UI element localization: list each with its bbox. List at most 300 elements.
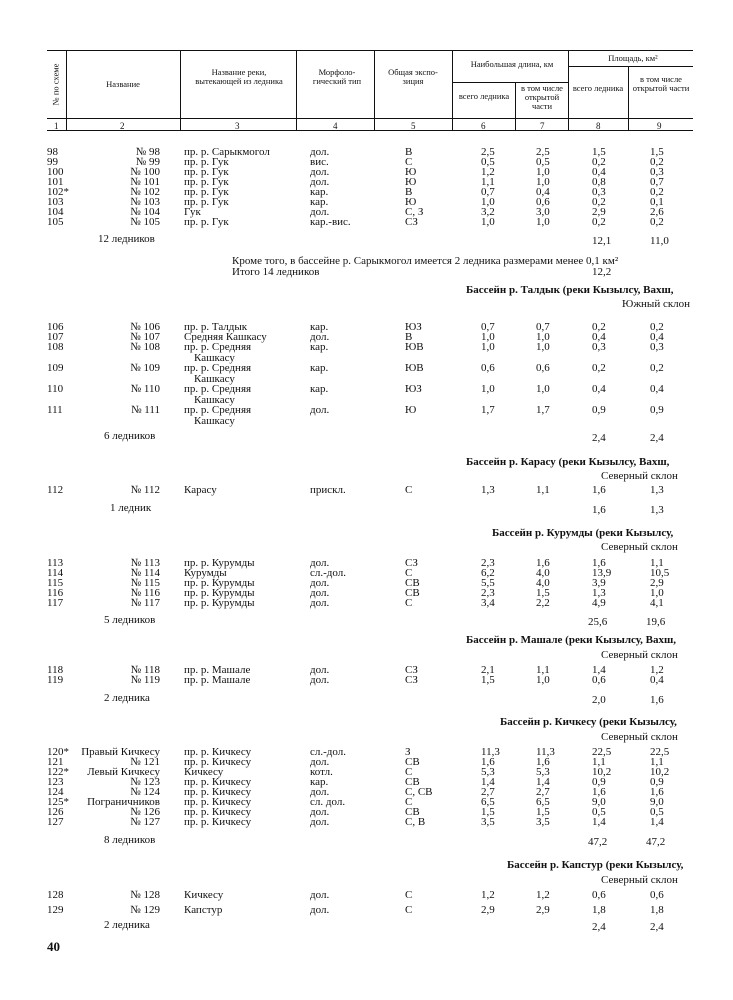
subtotal-area-open: 1,3 (650, 504, 664, 516)
area-total: 4,9 (592, 597, 606, 609)
exposition: СЗ (405, 557, 418, 569)
glacier-name: № 126 (130, 806, 160, 818)
morph-type: дол. (310, 557, 330, 569)
glacier-name: № 114 (130, 567, 160, 579)
length-total: 1,7 (481, 404, 495, 416)
glacier-number: 107 (47, 331, 64, 343)
river-name: Гук (184, 206, 201, 218)
subtotal-label: 2 ледника (104, 919, 150, 931)
length-total: 1,0 (481, 216, 495, 228)
exposition: С, З (405, 206, 424, 218)
river-name: Средняя Кашкасу (184, 331, 267, 343)
area-total: 0,2 (592, 362, 606, 374)
length-total: 1,6 (481, 756, 495, 768)
river-name: пр. р. Сарыкмогол (184, 146, 270, 158)
morph-type: кар. (310, 321, 329, 333)
morph-type: дол. (310, 756, 330, 768)
exposition: С (405, 766, 413, 778)
note-line: Кроме того, в бассейне р. Сарыкмогол имеется 2 ледника размерами менее 0,1 км² (232, 255, 619, 267)
glacier-number: 112 (47, 484, 64, 496)
morph-type: дол. (310, 331, 330, 343)
length-total: 2,1 (481, 664, 495, 676)
header-col2: Название (106, 79, 140, 89)
area-total: 0,4 (592, 383, 606, 395)
area-open: 1,6 (650, 786, 664, 798)
river-name: пр. р. Гук (184, 166, 229, 178)
length-open: 1,0 (536, 383, 550, 395)
exposition: СВ (405, 806, 420, 818)
length-total: 0,6 (481, 362, 495, 374)
exposition: В (405, 186, 413, 198)
length-open: 2,2 (536, 597, 550, 609)
morph-type: кар.-вис. (310, 216, 351, 228)
length-total: 3,5 (481, 816, 495, 828)
subtotal-area-open: 2,4 (650, 432, 664, 444)
glacier-name: № 129 (130, 904, 160, 916)
morph-type: сл. дол. (310, 796, 346, 808)
glacier-number: 106 (47, 321, 64, 333)
length-total: 1,0 (481, 383, 495, 395)
river-name: пр. р. Машале (184, 674, 251, 686)
header-area-group: Площадь, км² (608, 53, 658, 63)
glacier-number: 126 (47, 806, 64, 818)
glacier-name: № 102 (130, 186, 160, 198)
morph-type: кар. (310, 341, 329, 353)
length-open: 1,5 (536, 806, 550, 818)
length-total: 6,2 (481, 567, 495, 579)
header-numbers-rule (47, 118, 693, 119)
glacier-number: 129 (47, 904, 64, 916)
glacier-name: № 128 (130, 889, 160, 901)
morph-type: дол. (310, 806, 330, 818)
river-name: пр. р. Кичкесу (184, 776, 252, 788)
morph-type: сл.-дол. (310, 746, 346, 758)
glacier-number: 123 (47, 776, 64, 788)
glacier-number: 121 (47, 756, 64, 768)
glacier-number: 118 (47, 664, 64, 676)
subtotal-area-open: 11,0 (650, 235, 669, 247)
glacier-number: 119 (47, 674, 64, 686)
header-col3: Название реки, вытекающей из ледника (195, 67, 283, 86)
river-name: пр. р. Машале (184, 664, 251, 676)
area-open: 1,1 (650, 756, 664, 768)
area-total: 0,6 (592, 674, 606, 686)
col-divider-8 (628, 66, 629, 130)
basin-slope: Северный склон (601, 874, 678, 886)
length-open: 0,7 (536, 321, 550, 333)
col-divider-1 (66, 50, 67, 130)
area-open: 0,4 (650, 331, 664, 343)
subtotal-area-total: 2,4 (592, 432, 606, 444)
area-open: 0,9 (650, 404, 664, 416)
river-name: пр. р. Курумды (184, 597, 255, 609)
area-total: 0,2 (592, 196, 606, 208)
length-open: 6,5 (536, 796, 550, 808)
exposition: ЮВ (405, 341, 424, 353)
glacier-name: № 108 (130, 341, 160, 353)
river-name-continuation: Кашкасу (194, 394, 235, 406)
glacier-number: 105 (47, 216, 64, 228)
morph-type: прискл. (310, 484, 346, 496)
river-name: пр. р. Кичкесу (184, 756, 252, 768)
col-divider-6 (515, 82, 516, 130)
glacier-number: 117 (47, 597, 64, 609)
length-open: 1,0 (536, 176, 550, 188)
morph-type: дол. (310, 176, 330, 188)
river-name: Карасу (184, 484, 217, 496)
glacier-number: 111 (47, 404, 63, 416)
morph-type: дол. (310, 786, 330, 798)
length-open: 0,5 (536, 156, 550, 168)
river-name: Курумды (184, 567, 227, 579)
area-open: 1,0 (650, 587, 664, 599)
area-total: 0,2 (592, 321, 606, 333)
subtotal-area-total: 25,6 (588, 616, 608, 628)
area-total: 3,9 (592, 577, 606, 589)
morph-type: дол. (310, 404, 330, 416)
col-divider-5 (452, 50, 453, 130)
col-number: 8 (596, 121, 601, 131)
glacier-number: 115 (47, 577, 64, 589)
area-open: 0,4 (650, 674, 664, 686)
river-name: пр. р. Гук (184, 176, 229, 188)
morph-type: дол. (310, 664, 330, 676)
length-total: 1,2 (481, 889, 495, 901)
subtotal-label: 6 ледников (104, 430, 156, 442)
exposition: С (405, 484, 413, 496)
morph-type: дол. (310, 816, 330, 828)
header-sub-rule-area (568, 66, 693, 67)
area-open: 1,1 (650, 557, 664, 569)
length-total: 1,5 (481, 806, 495, 818)
subtotal-area-open: 1,6 (650, 694, 664, 706)
area-total: 0,4 (592, 331, 606, 343)
area-open: 1,4 (650, 816, 664, 828)
river-name: Капстур (184, 904, 223, 916)
length-total: 0,7 (481, 321, 495, 333)
glacier-name: № 112 (130, 484, 160, 496)
length-total: 0,7 (481, 186, 495, 198)
glacier-name: № 109 (130, 362, 160, 374)
river-name: пр. р. Курумды (184, 577, 255, 589)
morph-type: дол. (310, 674, 330, 686)
length-total: 1,1 (481, 176, 495, 188)
glacier-name: № 106 (130, 321, 160, 333)
river-name: пр. р. Гук (184, 186, 229, 198)
length-open: 0,4 (536, 186, 550, 198)
glacier-number: 114 (47, 567, 64, 579)
river-name-continuation: Кашкасу (194, 415, 235, 427)
river-name: пр. р. Курумды (184, 557, 255, 569)
area-open: 1,2 (650, 664, 664, 676)
morph-type: кар. (310, 186, 329, 198)
glacier-name: Правый Кичкесу (81, 746, 160, 758)
col-number: 3 (235, 121, 240, 131)
glacier-name: № 98 (135, 146, 160, 158)
length-total: 2,7 (481, 786, 495, 798)
area-total: 1,4 (592, 664, 606, 676)
exposition: С, СВ (405, 786, 433, 798)
note-total-line: Итого 14 ледников (232, 266, 320, 278)
length-open: 5,3 (536, 766, 550, 778)
length-total: 1,2 (481, 166, 495, 178)
glacier-number: 125* (47, 796, 69, 808)
length-open: 3,5 (536, 816, 550, 828)
area-open: 0,7 (650, 176, 664, 188)
subtotal-label: 2 ледника (104, 692, 150, 704)
basin-slope: Северный склон (601, 649, 678, 661)
area-total: 2,9 (592, 206, 606, 218)
exposition: ЮЗ (405, 321, 422, 333)
length-open: 1,5 (536, 587, 550, 599)
glacier-name: № 101 (130, 176, 160, 188)
morph-type: сл.-дол. (310, 567, 346, 579)
length-open: 0,6 (536, 362, 550, 374)
glacier-name: № 118 (130, 664, 160, 676)
area-open: 2,9 (650, 577, 664, 589)
glacier-name: № 117 (130, 597, 160, 609)
subtotal-label: 1 ледник (110, 502, 152, 514)
length-open: 1,0 (536, 166, 550, 178)
header-col6: всего ледника (458, 91, 510, 101)
area-total: 22,5 (592, 746, 612, 758)
length-open: 1,6 (536, 756, 550, 768)
exposition: С (405, 597, 413, 609)
exposition: С (405, 796, 413, 808)
length-total: 2,3 (481, 587, 495, 599)
area-open: 0,2 (650, 321, 664, 333)
river-name: пр. р. Кичкесу (184, 816, 252, 828)
col-number: 2 (120, 121, 125, 131)
glacier-number: 122* (47, 766, 69, 778)
basin-slope: Северный склон (601, 541, 678, 553)
header-length-group: Наибольшая длина, км (470, 59, 554, 69)
subtotal-area-open: 47,2 (646, 836, 666, 848)
length-total: 1,4 (481, 776, 495, 788)
area-total: 10,2 (592, 766, 612, 778)
morph-type: дол. (310, 206, 330, 218)
glacier-number: 103 (47, 196, 64, 208)
header-col5: Общая экспо-зиция (388, 67, 438, 86)
length-total: 0,5 (481, 156, 495, 168)
glacier-number: 104 (47, 206, 64, 218)
exposition: Ю (405, 404, 417, 416)
exposition: С (405, 904, 413, 916)
note-total-value: 12,2 (592, 266, 612, 278)
morph-type: кар. (310, 776, 329, 788)
river-name-continuation: Кашкасу (194, 373, 235, 385)
glacier-name: № 124 (130, 786, 160, 798)
subtotal-area-total: 12,1 (592, 235, 612, 247)
morph-type: вис. (310, 156, 329, 168)
glacier-name: № 123 (130, 776, 160, 788)
header-col1: № по схеме (50, 63, 61, 106)
exposition: В (405, 146, 413, 158)
subtotal-label: 5 ледников (104, 614, 156, 626)
subtotal-area-open: 2,4 (650, 921, 664, 933)
basin-slope: Северный склон (601, 731, 678, 743)
river-name: пр. р. Кичкесу (184, 786, 252, 798)
glacier-number: 113 (47, 557, 64, 569)
length-open: 11,3 (536, 746, 555, 758)
col-divider-3 (296, 50, 297, 130)
glacier-number: 110 (47, 383, 64, 395)
morph-type: кар. (310, 383, 329, 395)
area-open: 22,5 (650, 746, 670, 758)
area-total: 0,2 (592, 216, 606, 228)
area-total: 9,0 (592, 796, 606, 808)
length-total: 5,5 (481, 577, 495, 589)
river-name: пр. р. Гук (184, 196, 229, 208)
exposition: Ю (405, 196, 417, 208)
exposition: СВ (405, 756, 420, 768)
area-total: 0,2 (592, 156, 606, 168)
length-open: 2,9 (536, 904, 550, 916)
length-total: 6,5 (481, 796, 495, 808)
area-open: 0,3 (650, 166, 664, 178)
area-total: 0,3 (592, 186, 606, 198)
length-open: 3,0 (536, 206, 550, 218)
col-number: 6 (481, 121, 486, 131)
area-open: 0,2 (650, 216, 664, 228)
glacier-number: 120* (47, 746, 69, 758)
glacier-number: 100 (47, 166, 64, 178)
area-open: 10,5 (650, 567, 670, 579)
basin-heading: Бассейн р. Машале (реки Кызылсу, Вахш, (466, 634, 677, 646)
morph-type: котл. (310, 766, 333, 778)
glacier-name: № 107 (130, 331, 160, 343)
morph-type: дол. (310, 904, 330, 916)
header-col8: всего ледника (572, 83, 624, 93)
area-total: 13,9 (592, 567, 612, 579)
length-open: 1,1 (536, 484, 550, 496)
area-open: 0,4 (650, 383, 664, 395)
area-open: 0,2 (650, 362, 664, 374)
exposition: СЗ (405, 674, 418, 686)
area-total: 0,4 (592, 166, 606, 178)
river-name: пр. р. Средняя (184, 362, 252, 374)
glacier-name: Пограничников (87, 796, 160, 808)
exposition: СЗ (405, 216, 418, 228)
morph-type: дол. (310, 889, 330, 901)
length-open: 1,0 (536, 674, 550, 686)
glacier-name: № 113 (130, 557, 160, 569)
exposition: СВ (405, 587, 420, 599)
exposition: СВ (405, 577, 420, 589)
length-open: 1,2 (536, 889, 550, 901)
area-open: 0,3 (650, 341, 664, 353)
morph-type: кар. (310, 362, 329, 374)
length-open: 1,1 (536, 664, 550, 676)
length-open: 1,0 (536, 341, 550, 353)
subtotal-area-total: 47,2 (588, 836, 608, 848)
basin-slope: Южный склон (622, 298, 691, 310)
glacier-name: № 127 (130, 816, 160, 828)
area-open: 4,1 (650, 597, 664, 609)
glacier-name: № 99 (135, 156, 160, 168)
length-total: 1,0 (481, 331, 495, 343)
area-total: 0,3 (592, 341, 606, 353)
exposition: З (405, 746, 411, 758)
col-number: 9 (657, 121, 662, 131)
length-open: 4,0 (536, 577, 550, 589)
area-open: 9,0 (650, 796, 664, 808)
area-total: 1,6 (592, 557, 606, 569)
river-name: пр. р. Гук (184, 216, 229, 228)
glacier-name: № 116 (130, 587, 160, 599)
col-number: 4 (333, 121, 338, 131)
exposition: С, В (405, 816, 426, 828)
area-open: 1,8 (650, 904, 664, 916)
river-name: пр. р. Кичкесу (184, 806, 252, 818)
length-total: 3,2 (481, 206, 495, 218)
area-open: 10,2 (650, 766, 670, 778)
morph-type: дол. (310, 587, 330, 599)
area-total: 1,3 (592, 587, 606, 599)
exposition: С (405, 567, 413, 579)
col-divider-2 (180, 50, 181, 130)
morph-type: дол. (310, 166, 330, 178)
area-open: 2,6 (650, 206, 664, 218)
subtotal-label: 8 ледников (104, 834, 156, 846)
glacier-number: 102* (47, 186, 69, 198)
glacier-name: № 115 (130, 577, 160, 589)
exposition: Ю (405, 176, 417, 188)
glacier-name: № 100 (130, 166, 160, 178)
length-total: 2,3 (481, 557, 495, 569)
river-name: пр. р. Средняя (184, 383, 252, 395)
area-total: 0,8 (592, 176, 606, 188)
basin-heading: Бассейн р. Талдык (реки Кызылсу, Вахш, (466, 284, 674, 296)
area-open: 1,5 (650, 146, 664, 158)
area-total: 1,4 (592, 816, 606, 828)
area-total: 0,9 (592, 776, 606, 788)
col-number: 5 (411, 121, 416, 131)
exposition: СВ (405, 776, 420, 788)
exposition: С (405, 156, 413, 168)
area-open: 0,2 (650, 186, 664, 198)
length-total: 2,9 (481, 904, 495, 916)
length-open: 1,4 (536, 776, 550, 788)
glacier-name: № 119 (130, 674, 160, 686)
header-col4: Морфоло-гический тип (312, 67, 362, 86)
basin-heading: Бассейн р. Капстур (реки Кызылсу, (507, 859, 684, 871)
glacier-number: 99 (47, 156, 58, 168)
header-col7: в том числе открытой части (521, 83, 563, 111)
subtotal-label: 12 ледников (98, 233, 155, 245)
length-open: 2,7 (536, 786, 550, 798)
exposition: ЮВ (405, 362, 424, 374)
col-divider-7 (568, 50, 569, 130)
glacier-name: № 110 (130, 383, 160, 395)
exposition: ЮЗ (405, 383, 422, 395)
area-total: 0,6 (592, 889, 606, 901)
morph-type: дол. (310, 146, 330, 158)
area-total: 1,8 (592, 904, 606, 916)
river-name: пр. р. Кичкесу (184, 796, 252, 808)
river-name: Кичкесу (184, 889, 224, 901)
area-open: 0,2 (650, 156, 664, 168)
exposition: СЗ (405, 664, 418, 676)
length-total: 1,0 (481, 196, 495, 208)
length-open: 0,6 (536, 196, 550, 208)
river-name: пр. р. Гук (184, 156, 229, 168)
area-total: 1,6 (592, 786, 606, 798)
subtotal-area-open: 19,6 (646, 616, 666, 628)
exposition: В (405, 331, 413, 343)
header-top-rule (47, 50, 693, 51)
basin-heading: Бассейн р. Карасу (реки Кызылсу, Вахш, (466, 456, 670, 468)
